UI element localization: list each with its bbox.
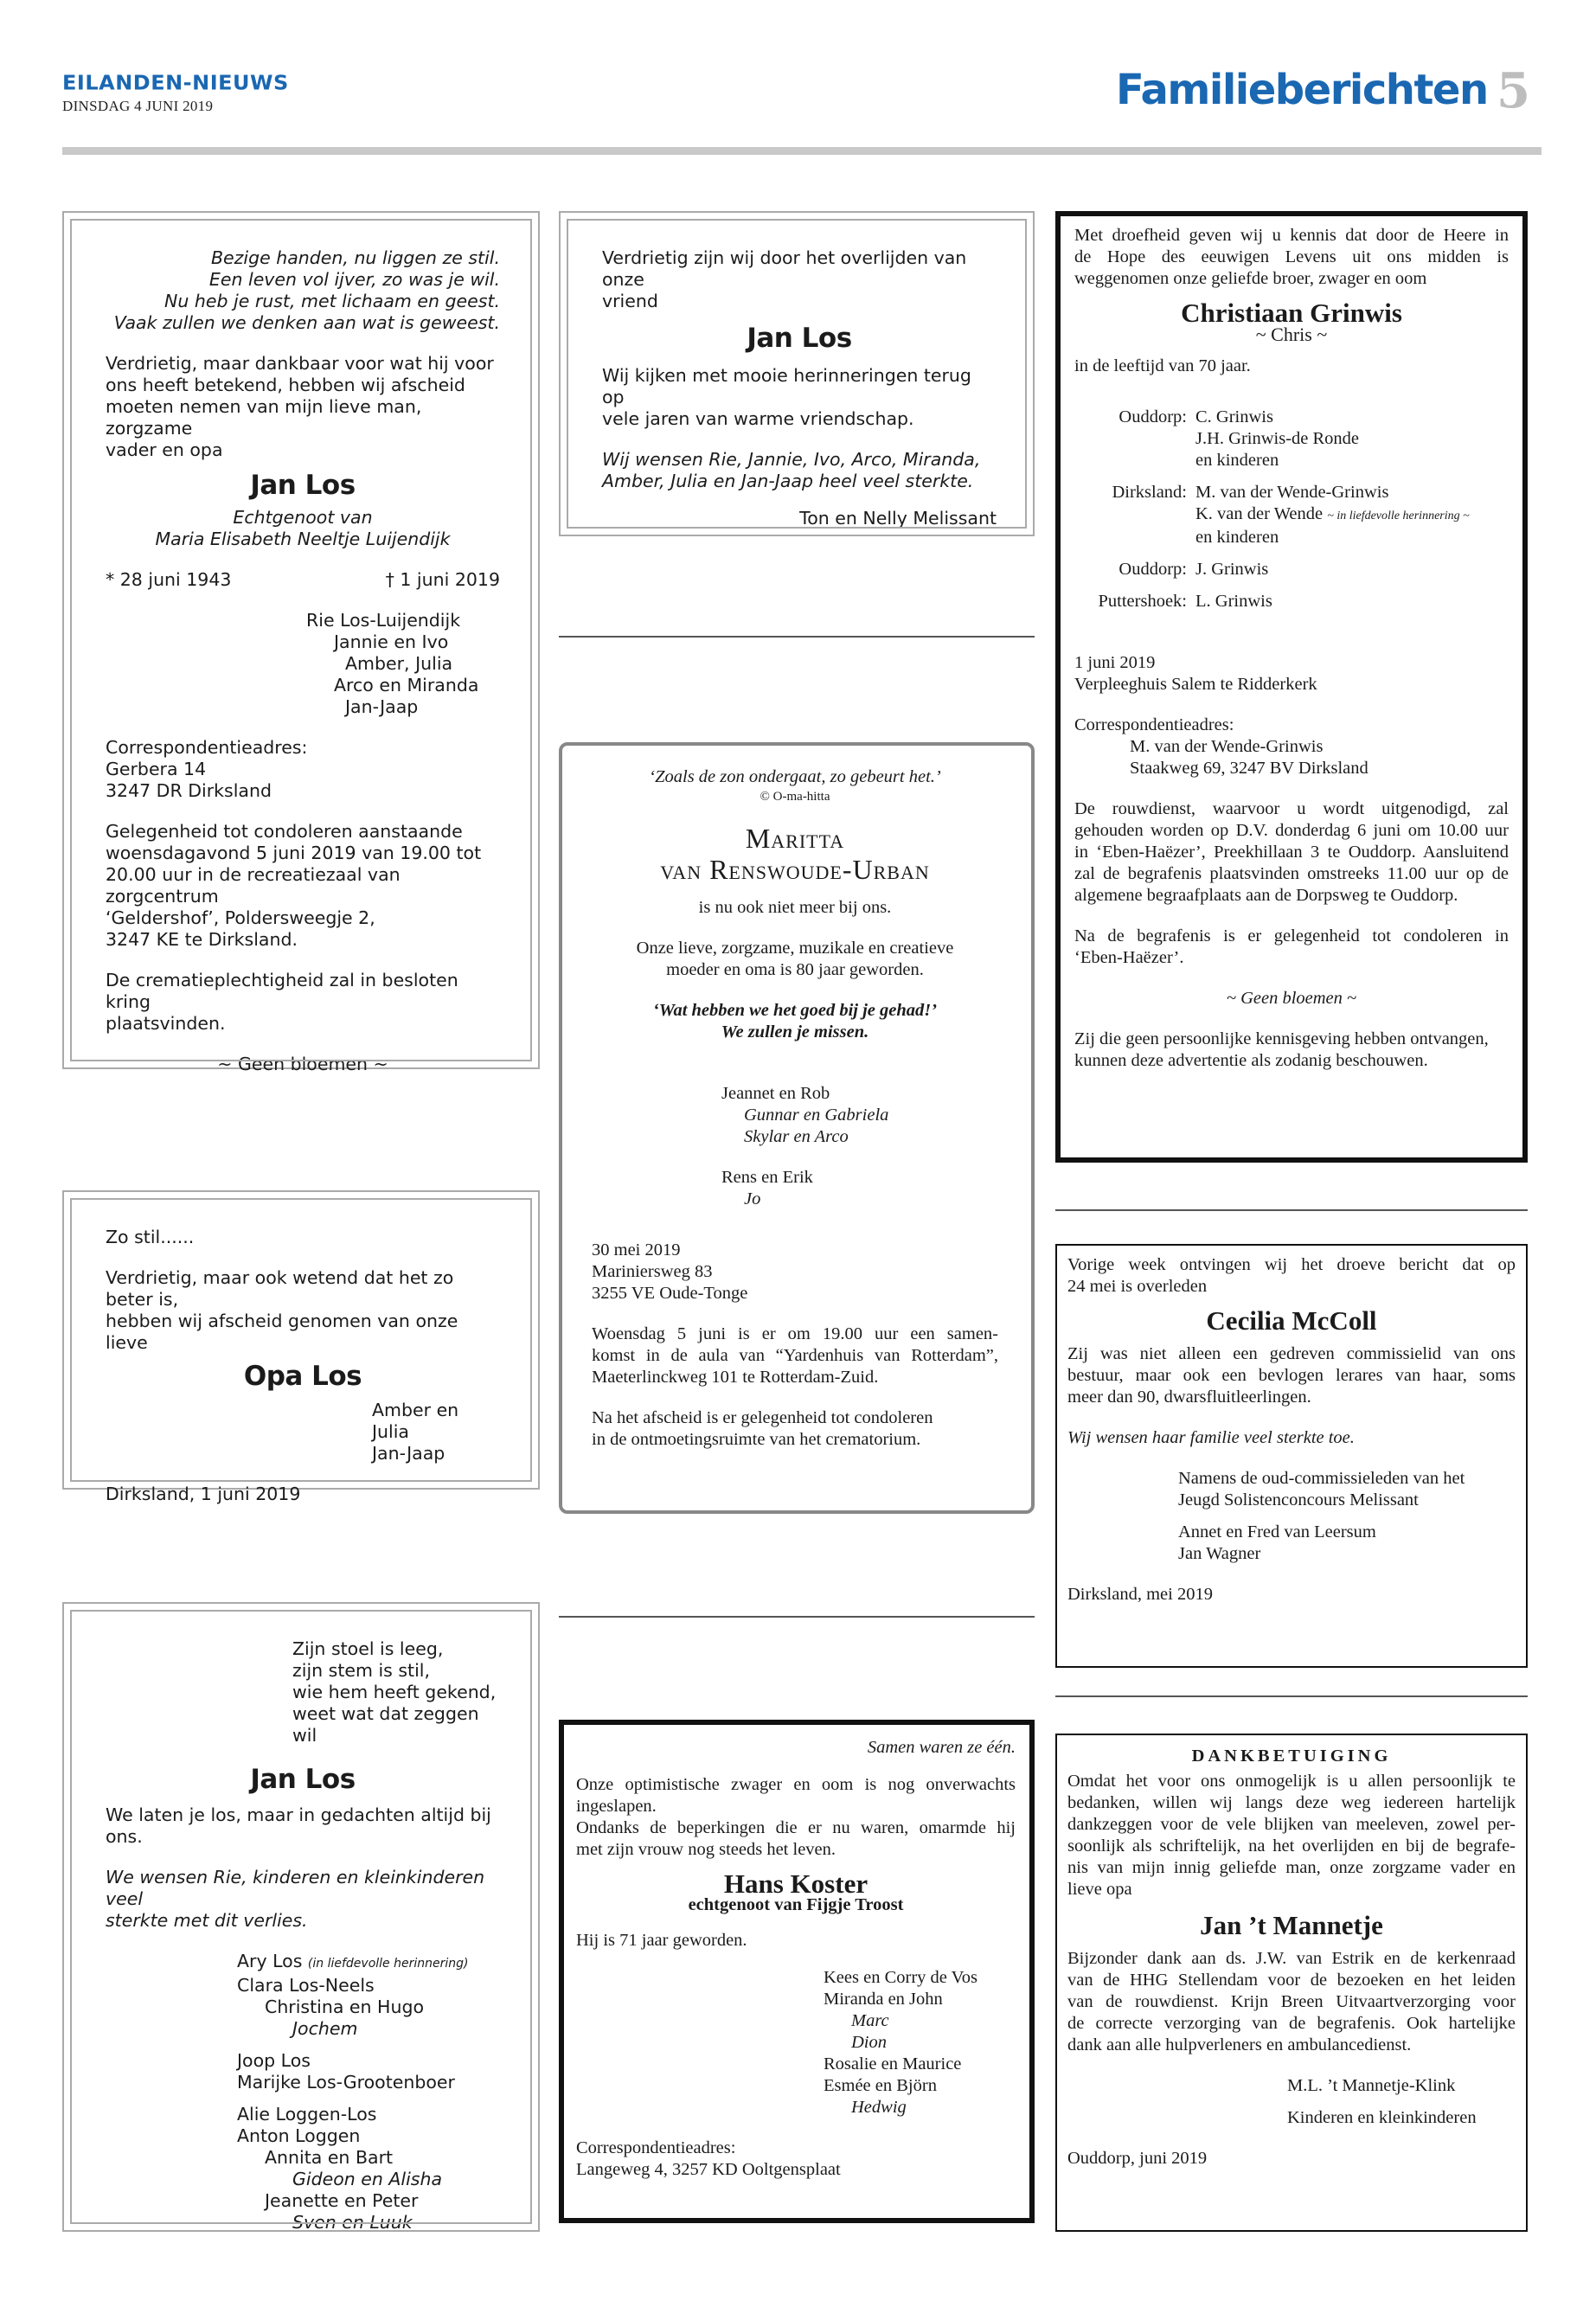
header-rule: [62, 147, 1542, 155]
deceased-name: Jan Los: [250, 470, 356, 501]
place-date: Ouddorp, juni 2019: [1067, 2149, 1208, 2168]
notice-maritta: [559, 742, 1035, 1514]
memory-text: Wij kijken met mooie herinneringen terug op vele jaren van warme vriendschap.: [602, 365, 971, 429]
column-separator: [1055, 1695, 1528, 1697]
after-info: Na het afscheid is er gelegenheid tot condoleren in de ontmoetingsruimte van het crematorium.: [592, 1408, 933, 1449]
correspondence-address: Correspondentieadres: M. van der Wende-Grinwis Staakweg 69, 3247 BV Dirksland: [1074, 715, 1368, 778]
family-list: Ary Los (in liefdevolle herinnering) Clara Los-Neels Christina en Hugo Jochem Joop Los Marijke Los-Grootenboer Alie Loggen-Los Anton Loggen Annita en Bart Gideon en Alisha Jeanette en Peter Sven en Luuk: [237, 1951, 469, 2233]
place-label: Dirksland:: [1112, 483, 1187, 502]
column-separator: [559, 636, 1035, 638]
age-line: Hij is 71 jaar geworden.: [576, 1931, 747, 1950]
intro-text: Verdrietig, maar dankbaar voor wat hij voor ons heeft betekend, hebben wij afscheid moeten nemen van mijn lieve man, zorgzame vader en opa: [106, 353, 494, 460]
notice-christiaan-grinwis: [1055, 211, 1528, 1163]
correspondence-address: Correspondentieadres: Langeweg 4, 3257 KD Ooltgensplaat: [576, 2138, 841, 2179]
heading: DANKBETUIGING: [1191, 1747, 1392, 1766]
signature: M.L. ’t Mannetje-Klink Kinderen en kleinkinderen: [1287, 2076, 1477, 2127]
signature: Ton en Nelly Melissant: [799, 508, 997, 529]
motto: ‘Wat hebben we het goed bij je gehad!’ We zullen je missen.: [652, 1001, 938, 1042]
spouse-line: Echtgenoot van Maria Elisabeth Neeltje Luijendijk: [155, 507, 451, 549]
family-group-1: Jeannet en Rob Gunnar en Gabriela Skylar en Arco: [721, 1084, 889, 1146]
place-date: Dirksland, 1 juni 2019: [106, 1484, 301, 1504]
body-text: Zij was niet alleen een gedreven commissielid van ons bestuur, maar ook een bevlogen lerares van haar, soms meer dan 90, dwarsfluitleerlingen.: [1067, 1344, 1516, 1407]
signature-1: Namens de oud-commissieleden van het Jeugd Solistenconcours Melissant: [1178, 1469, 1465, 1509]
page-number: 5: [1497, 62, 1530, 119]
meeting-info: Woensdag 5 juni is er om 19.00 uur een samen- komst in de aula van “Yardenhuis van Rotterdam”, Maeterlinckweg 101 te Rotterdam-Zuid.: [592, 1324, 998, 1387]
cremation-info: De crematieplechtigheid zal in besloten kring plaatsvinden.: [106, 970, 458, 1034]
place-label: Ouddorp:: [1118, 407, 1187, 426]
deceased-name: Jan Los: [747, 323, 852, 354]
spouse-line: echtgenoot van Fijgje Troost: [688, 1895, 904, 1914]
deceased-name: Maritta van Renswoude-Urban: [660, 823, 930, 885]
notice-opa-los: [62, 1190, 540, 1504]
message: We laten je los, maar in gedachten altijd bij ons.: [106, 1804, 491, 1847]
place-date: Dirksland, mei 2019: [1067, 1585, 1213, 1604]
opening: Zo stil......: [106, 1227, 195, 1247]
nickname: ~ Chris ~: [1255, 324, 1328, 345]
place-label: Ouddorp:: [1118, 560, 1187, 579]
deceased-name: Cecilia McColl: [1206, 1305, 1377, 1336]
column-separator: [1055, 1209, 1528, 1211]
deceased-name: Opa Los: [243, 1361, 362, 1392]
relatives-table: Ouddorp: C. Grinwis J.H. Grinwis-de Ronde en kinderen Dirksland: M. van der Wende-Grinwis K. van der Wende ~ in liefdevolle herinnering ~ en kinderen Ouddorp: J. Grinwis Puttershoek: L. Grinwis: [1074, 407, 1509, 612]
issue-date: DINSDAG 4 JUNI 2019: [62, 98, 214, 114]
signature-2: Annet en Fred van Leersum Jan Wagner: [1178, 1522, 1376, 1563]
notice-jan-los-friends: [559, 211, 1035, 536]
intro-text: Verdrietig zijn wij door het overlijden van onze vriend: [602, 247, 967, 311]
deceased-name: Jan Los: [250, 1764, 356, 1795]
family-list: Amber en Julia Jan-Jaap: [372, 1400, 459, 1464]
family-list: Rie Los-Luijendijk Jannie en Ivo Amber, Julia Arco en Miranda Jan-Jaap: [306, 610, 479, 717]
wish-text: Wij wensen Rie, Jannie, Ivo, Arco, Miranda, Amber, Julia en Jan-Jaap heel veel sterkte.: [602, 449, 981, 491]
quote-credit: © O-ma-hitta: [760, 790, 830, 804]
description: Onze lieve, zorgzame, muzikale en creatieve moeder en oma is 80 jaar geworden.: [636, 939, 954, 979]
thanks-text: Bijzonder dank aan ds. J.W. van Estrik en de kerkenraad van de HHG Stellendam voor de bezoeken en het leiden van de rouwdienst. Krijn Breen Uitvaartverzorging voor de correcte verzorging van de begrafenis. Ook hartelijke dank aan alle hulpverleners en ambulancedienst.: [1067, 1949, 1516, 2054]
no-flowers: ~ Geen bloemen ~: [217, 1054, 388, 1074]
death-date: † 1 juni 2019: [385, 569, 500, 590]
newspaper-logo: EILANDEN-NIEUWS: [62, 71, 289, 95]
column-separator: [559, 1616, 1035, 1618]
age-line: in de leeftijd van 70 jaar.: [1074, 356, 1251, 375]
deceased-name: Christiaan Grinwis: [1181, 298, 1402, 328]
section-title: Familieberichten: [1116, 66, 1488, 114]
notice-dankbetuiging: [1055, 1734, 1528, 2232]
motto: Samen waren ze één.: [867, 1738, 1016, 1757]
intro-text: Vorige week ontvingen wij het droeve bericht dat op 24 mei is overleden: [1067, 1255, 1516, 1296]
quote: ‘Zoals de zon ondergaat, zo gebeurt het.’: [649, 767, 941, 786]
poem: Bezige handen, nu liggen ze stil. Een leven vol ijver, zo was je wil. Nu heb je rust, met lichaam en geest. Vaak zullen we denken aan wat is geweest.: [113, 247, 500, 333]
place-label: Puttershoek:: [1098, 592, 1187, 611]
notice-hans-koster: [559, 1720, 1035, 2223]
after-info: Na de begrafenis is er gelegenheid tot condoleren in ‘Eben-Haëzer’.: [1074, 926, 1509, 967]
status-line: is nu ook niet meer bij ons.: [698, 898, 892, 917]
life-dates: [106, 569, 500, 591]
poem: Zijn stoel is leeg, zijn stem is stil, wie hem heeft gekend, weet wat dat zeggen wil: [292, 1638, 497, 1746]
deceased-name: Hans Koster: [723, 1868, 869, 1899]
no-flowers: ~ Geen bloemen ~: [1226, 989, 1357, 1008]
service-info: De rouwdienst, waarvoor u wordt uitgenodigd, zal gehouden worden op D.V. donderdag 6 juni om 10.00 uur in ‘Eben-Haëzer’, Preekhillaan 3 te Ouddorp. Aansluitend zal de begrafenis plaatsvinden omstreeks 11.00 uur op de algemene begraafplaats aan de Dorpsweg te Ouddorp.: [1074, 799, 1509, 905]
intro-text: Verdrietig, maar ook wetend dat het zo beter is, hebben wij afscheid genomen van onze lieve: [106, 1267, 458, 1353]
memory-note: ~ in liefdevolle herinnering ~: [1327, 510, 1470, 522]
birth-date: * 28 juni 1943: [106, 569, 232, 590]
intro-text: Omdat het voor ons onmogelijk is u allen persoonlijk te bedanken, willen wij langs deze weg iedereen hartelijk dankzeggen voor de vele blijken van meeleven, zowel per- soonlijk als schriftelijk, na het overlijden en bij de begrafe- nis van mijn innig geliefde man, onze zorgzame vader en lieve opa: [1067, 1772, 1516, 1899]
notice-jan-los-grandchildren: [62, 1602, 540, 2232]
wish-text: We wensen Rie, kinderen en kleinkinderen veel sterkte met dit verlies.: [106, 1867, 485, 1931]
deceased-name: Jan ’t Mannetje: [1200, 1910, 1383, 1940]
address: 30 mei 2019 Mariniersweg 83 3255 VE Oude-Tonge: [592, 1240, 748, 1303]
date-place: 1 juni 2019 Verpleeghuis Salem te Ridderkerk: [1074, 653, 1317, 694]
notice-jan-los-family: [62, 211, 540, 1074]
notice-note: Zij die geen persoonlijke kennisgeving hebben ontvangen, kunnen deze advertentie als zodanig beschouwen.: [1074, 1029, 1489, 1070]
family-list: Kees en Corry de Vos Miranda en John Marc Dion Rosalie en Maurice Esmée en Björn Hedwig: [824, 1968, 978, 2117]
family-group-2: Rens en Erik Jo: [721, 1168, 813, 1208]
notice-cecilia-mccoll: [1055, 1244, 1528, 1668]
intro-text: Onze optimistische zwager en oom is nog onverwachts ingeslapen. Ondanks de beperkingen die er nu waren, omarmde hij met zijn vrouw nog steeds het leven.: [576, 1775, 1016, 1859]
intro-text: Met droefheid geven wij u kennis dat door de Heere in de Hope des eeuwigen Levens uit ons midden is weggenomen onze geliefde broer, zwager en oom: [1074, 226, 1509, 288]
correspondence-address: Correspondentieadres: Gerbera 14 3247 DR Dirksland: [106, 737, 308, 801]
wish-text: Wij wensen haar familie veel sterkte toe.: [1067, 1428, 1355, 1447]
condolence-info: Gelegenheid tot condoleren aanstaande woensdagavond 5 juni 2019 van 19.00 tot 20.00 uur in de recreatiezaal van zorgcentrum ‘Geldershof’, Poldersweegje 2, 3247 KE te Dirksland.: [106, 821, 482, 950]
